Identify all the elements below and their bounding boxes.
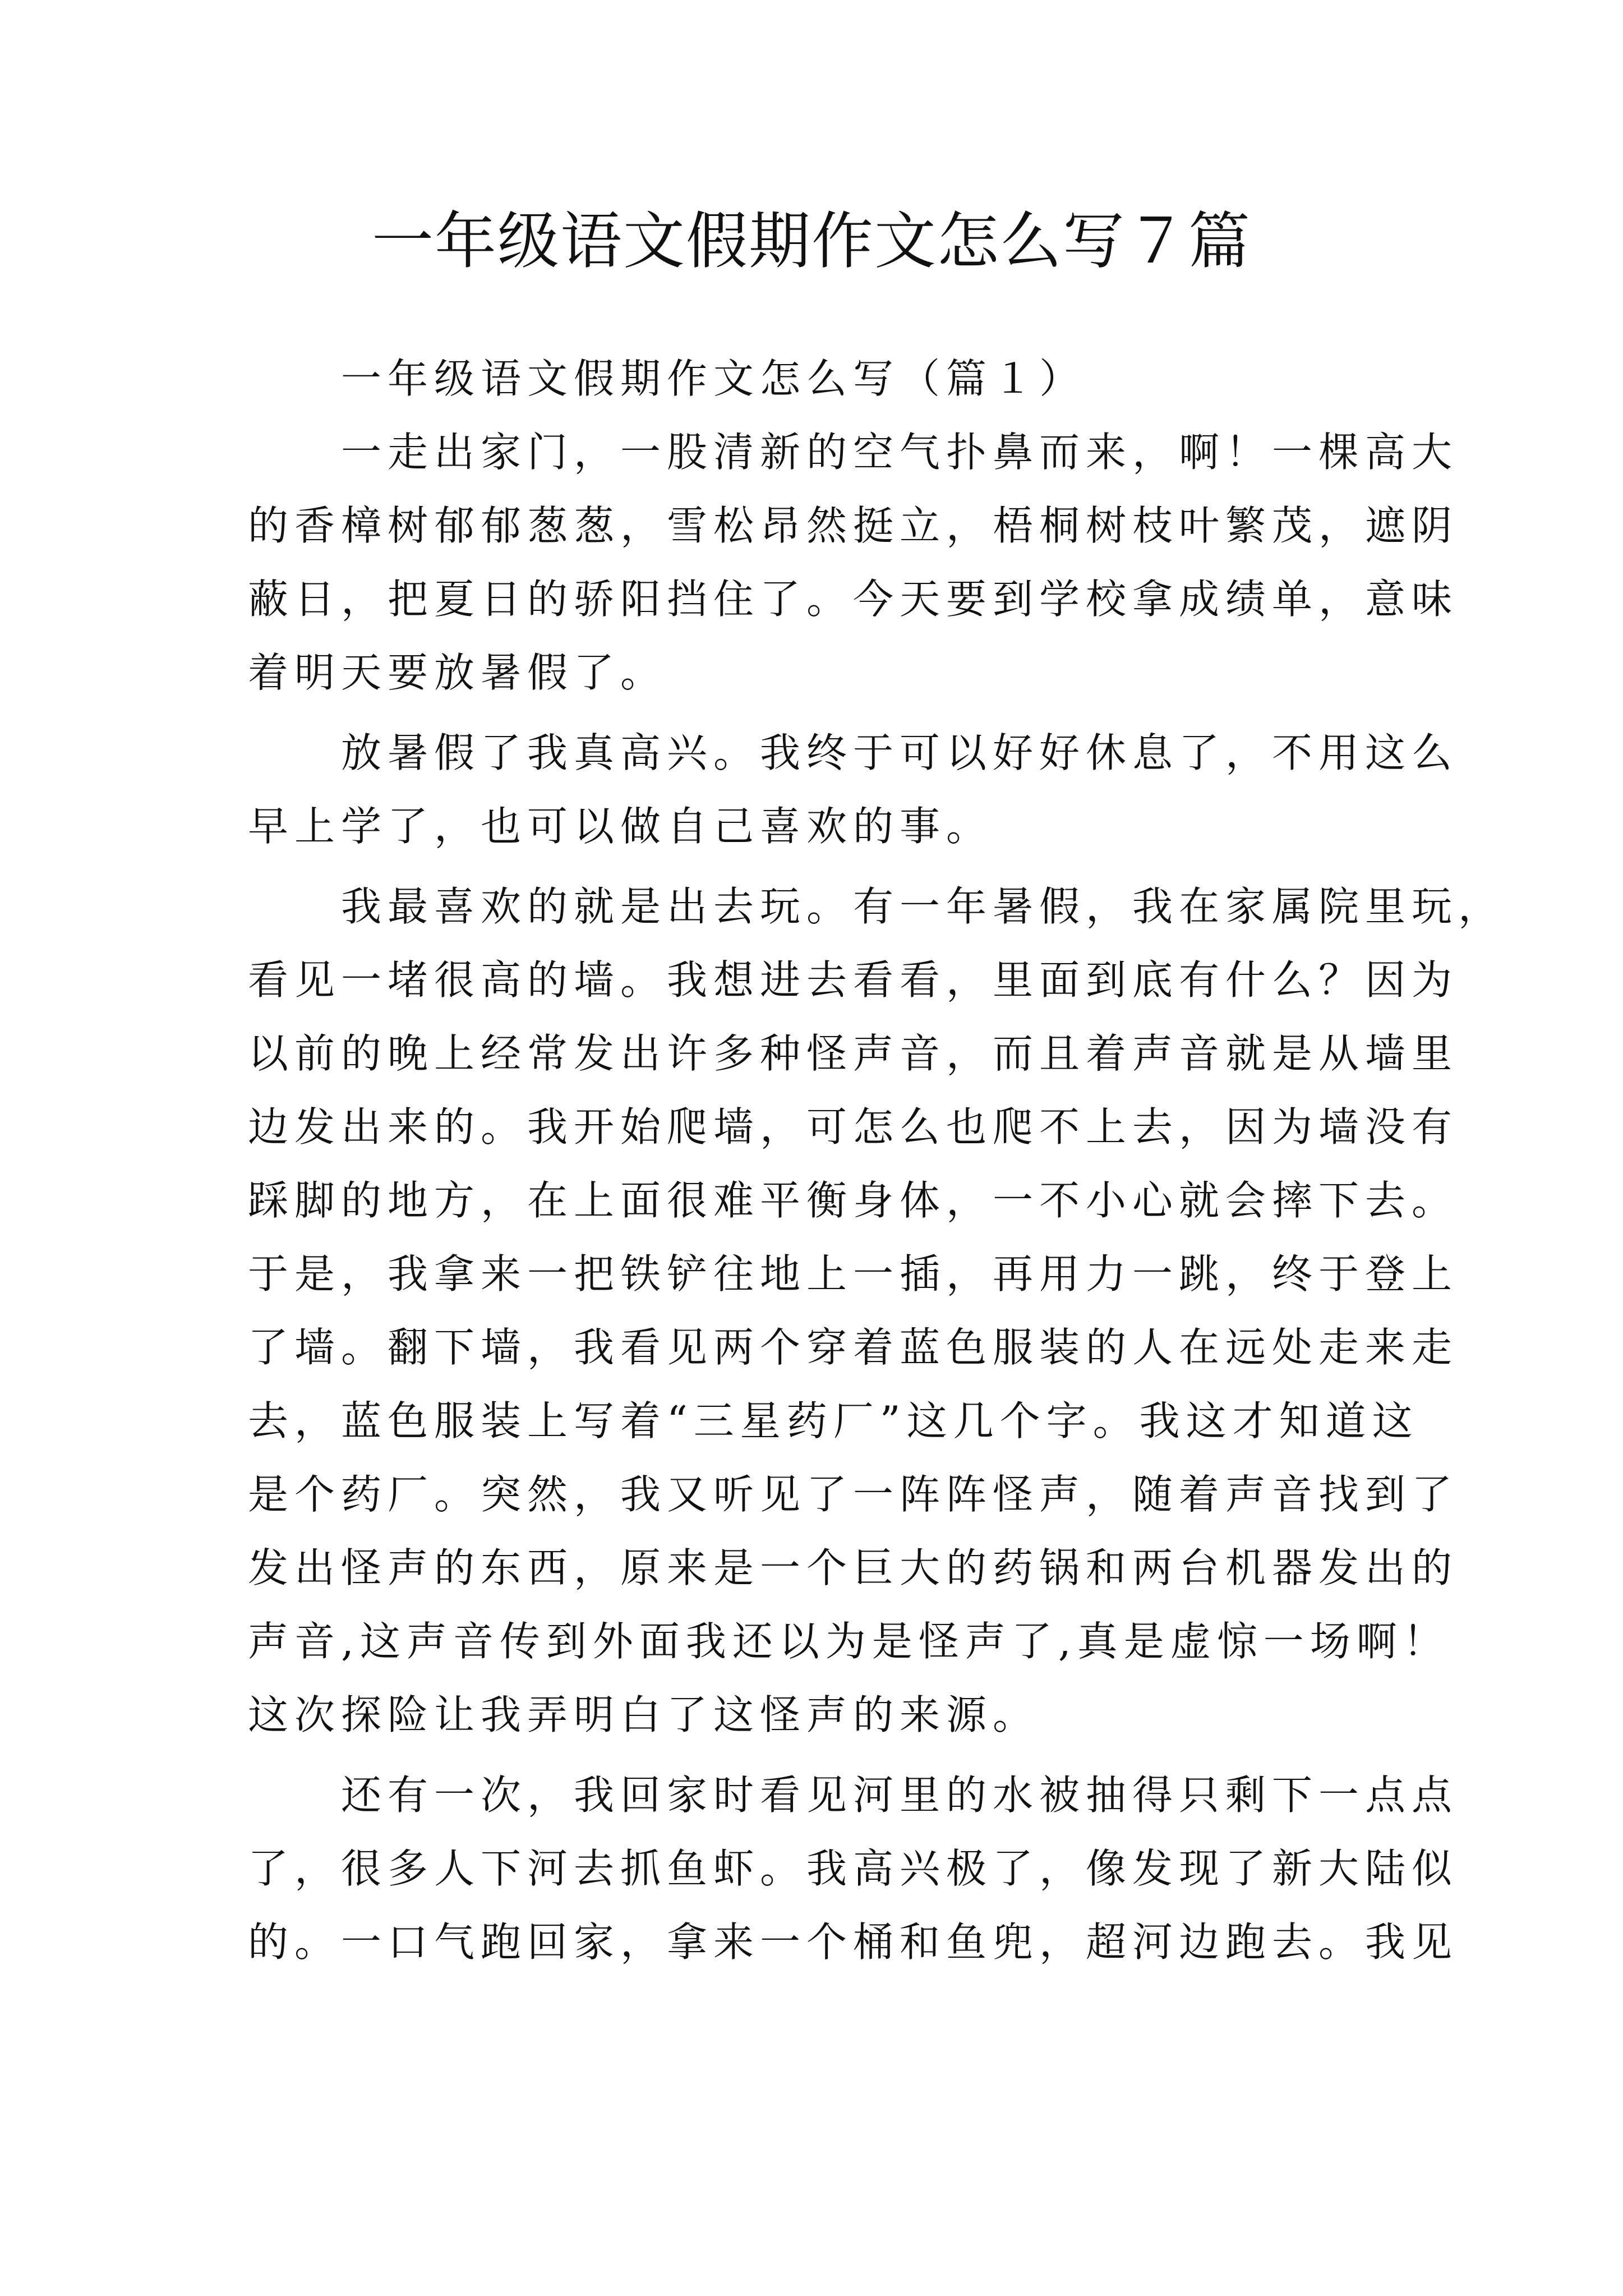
paragraph-line: 早上学了，也可以做自己喜欢的事。 [248,803,993,850]
paragraph-line: 的香樟树郁郁葱葱，雪松昂然挺立，梧桐树枝叶繁茂，遮阴 [248,502,1459,549]
paragraph-line: 这次探险让我弄明白了这怪声的来源。 [248,1691,1040,1738]
paragraph-line: 以前的晚上经常发出许多种怪声音，而且着声音就是从墙里 [248,1030,1459,1077]
paragraph-line: 一走出家门，一股清新的空气扑鼻而来，啊！一棵高大 [341,429,1459,476]
section-heading: 一年级语文假期作文怎么写（篇１） [341,355,1086,402]
paragraph-line: 去，蓝色服装上写着“三星药厂”这几个字。我这才知道这 [248,1397,1419,1444]
paragraph-line: 我最喜欢的就是出去玩。有一年暑假，我在家属院里玩， [341,883,1505,930]
paragraph-line: 看见一堵很高的墙。我想进去看看，里面到底有什么？因为 [248,956,1459,1004]
paragraph-line: 声音,这声音传到外面我还以为是怪声了,真是虚惊一场啊！ [248,1618,1450,1665]
paragraph-4 [248,1759,1459,1979]
paragraph-2 [248,716,1459,863]
paragraph-spacer [248,863,1375,870]
document-body [248,342,1505,1979]
paragraph-line: 踩脚的地方，在上面很难平衡身体，一不小心就会摔下去。 [248,1177,1459,1224]
paragraph-1 [248,416,1459,710]
paragraph-line: 蔽日，把夏日的骄阳挡住了。今天要到学校拿成绩单，意味 [248,576,1459,623]
paragraph-line: 了，很多人下河去抓鱼虾。我高兴极了，像发现了新大陆似 [248,1845,1459,1892]
paragraph-3 [248,870,1505,1752]
document-title: 一年级语文假期作文怎么写７篇 [372,205,1251,277]
paragraph-spacer [248,710,1375,716]
paragraph-line: 是个药厂。突然，我又听见了一阵阵怪声，随着声音找到了 [248,1471,1459,1518]
paragraph-spacer [248,1752,1375,1759]
paragraph-line: 发出怪声的东西，原来是一个巨大的药锅和两台机器发出的 [248,1544,1459,1591]
paragraph-line: 于是，我拿来一把铁铲往地上一插，再用力一跳，终于登上 [248,1250,1459,1297]
paragraph-line: 了墙。翻下墙，我看见两个穿着蓝色服装的人在远处走来走 [248,1324,1459,1371]
paragraph-line: 还有一次，我回家时看见河里的水被抽得只剩下一点点 [341,1772,1459,1819]
paragraph-line: 边发出来的。我开始爬墙，可怎么也爬不上去，因为墙没有 [248,1103,1459,1151]
paragraph-line: 着明天要放暑假了。 [248,649,667,696]
paragraph-line: 的。一口气跑回家，拿来一个桶和鱼兜，超河边跑去。我见 [248,1918,1459,1966]
paragraph-line: 放暑假了我真高兴。我终于可以好好休息了，不用这么 [341,729,1459,776]
